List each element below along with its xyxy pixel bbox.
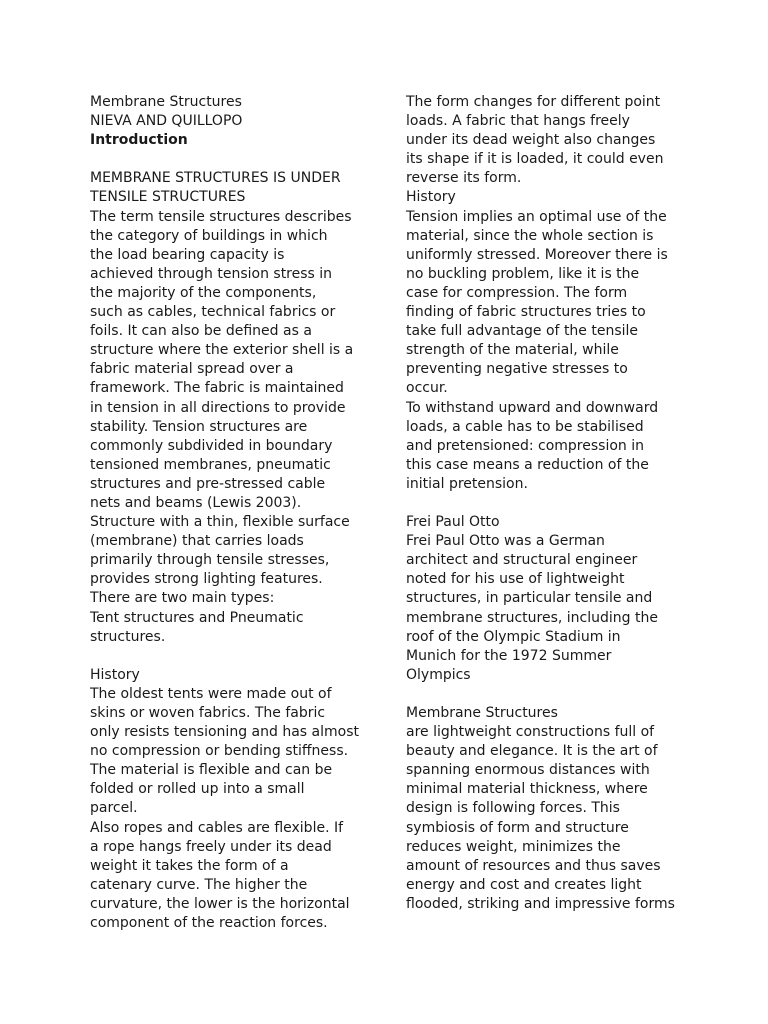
text-line: take full advantage of the tensile [406, 323, 639, 340]
text-line: case for compression. The form [406, 284, 628, 301]
text-line: TENSILE STRUCTURES [90, 189, 246, 206]
text-line: Structure with a thin, flexible surface [90, 514, 350, 531]
right-column [406, 93, 706, 914]
text-line: membrane structures, including the [406, 609, 658, 626]
text-line: stability. Tension structures are [90, 418, 308, 435]
text-line: provides strong lighting features. [90, 571, 323, 588]
text-line: curvature, the lower is the horizontal [90, 895, 350, 912]
text-line: Frei Paul Otto [406, 514, 500, 531]
blank-line [90, 647, 380, 666]
left-column [90, 93, 380, 933]
text-line: Frei Paul Otto was a German [406, 533, 605, 550]
text-line: tensioned membranes, pneumatic [90, 456, 331, 473]
text-line: Tension implies an optimal use of the [406, 208, 667, 225]
text-line: in tension in all directions to provide [90, 399, 346, 416]
text-line: component of the reaction forces. [90, 915, 328, 932]
text-line: Membrane Structures [406, 705, 558, 721]
text-line: commonly subdivided in boundary [90, 437, 333, 454]
text-line: its shape if it is loaded, it could even [406, 151, 664, 168]
text-line: noted for his use of lightweight [406, 571, 625, 588]
text-line: achieved through tension stress in [90, 265, 333, 282]
text-line: structures. [90, 628, 166, 645]
text-line: the majority of the components, [90, 284, 317, 301]
text-line: structures, in particular tensile and [406, 590, 653, 607]
text-line: preventing negative stresses to [406, 361, 628, 378]
text-line: Membrane Structures [90, 94, 242, 110]
text-line: weight it takes the form of a [90, 857, 289, 874]
text-line: reduces weight, minimizes the [406, 838, 621, 855]
text-line: only resists tensioning and has almost [90, 724, 359, 741]
text-line: framework. The fabric is maintained [90, 380, 344, 397]
text-line: parcel. [90, 800, 138, 817]
text-line: History [406, 189, 456, 206]
text-line: loads. A fabric that hangs freely [406, 113, 630, 130]
text-line: the category of buildings in which [90, 227, 328, 244]
text-line: beauty and elegance. It is the art of [406, 743, 658, 760]
text-line: under its dead weight also changes [406, 132, 656, 149]
text-line: loads, a cable has to be stabilised [406, 418, 644, 435]
text-line: Olympics [406, 666, 471, 683]
text-line: are lightweight constructions full of [406, 724, 655, 741]
text-line: minimal material thickness, where [406, 781, 648, 798]
text-line: primarily through tensile stresses, [90, 552, 330, 569]
blank-line [90, 150, 380, 169]
text-line: uniformly stressed. Moreover there is [406, 246, 668, 263]
text-line: flooded, striking and impressive forms [406, 895, 675, 912]
text-line: material, since the whole section is [406, 227, 654, 244]
text-line: There are two main types: [90, 590, 275, 607]
text-line: a rope hangs freely under its dead [90, 838, 332, 855]
text-line: nets and beams (Lewis 2003). [90, 494, 302, 511]
text-line: MEMBRANE STRUCTURES IS UNDER [90, 170, 341, 187]
blank-line [406, 685, 706, 704]
text-line: energy and cost and creates light [406, 876, 642, 893]
text-line: strength of the material, while [406, 342, 619, 359]
text-line: symbiosis of form and structure [406, 819, 629, 836]
text-line: roof of the Olympic Stadium in [406, 628, 621, 645]
text-line: finding of fabric structures tries to [406, 304, 646, 321]
text-line: amount of resources and thus saves [406, 857, 661, 874]
text-line: folded or rolled up into a small [90, 781, 305, 798]
text-line: such as cables, technical fabrics or [90, 304, 336, 321]
text-line: no buckling problem, like it is the [406, 265, 640, 282]
text-line: Also ropes and cables are flexible. If [90, 819, 344, 836]
text-line: structures and pre-stressed cable [90, 475, 326, 492]
text-line: no compression or bending stiffness. [90, 743, 349, 760]
text-line: catenary curve. The higher the [90, 876, 308, 893]
text-line: this case means a reduction of the [406, 456, 649, 473]
text-line: architect and structural engineer [406, 552, 638, 569]
text-line: structure where the exterior shell is a [90, 342, 354, 359]
text-line: initial pretension. [406, 475, 528, 492]
text-line: The term tensile structures describes [90, 208, 352, 225]
text-line: The form changes for different point [406, 94, 661, 110]
text-line: fabric material spread over a [90, 361, 294, 378]
section-heading: Introduction [90, 132, 188, 149]
text-line: spanning enormous distances with [406, 762, 650, 779]
text-line: skins or woven fabrics. The fabric [90, 705, 326, 721]
text-line: (membrane) that carries loads [90, 533, 304, 550]
text-line: design is following forces. This [406, 800, 620, 817]
text-line: NIEVA AND QUILLOPO [90, 113, 243, 130]
text-line: foils. It can also be defined as a [90, 323, 312, 340]
text-line: the load bearing capacity is [90, 246, 285, 263]
text-line: Tent structures and Pneumatic [90, 609, 304, 626]
text-line: occur. [406, 380, 448, 397]
text-line: The oldest tents were made out of [90, 685, 332, 702]
text-line: History [90, 666, 140, 683]
text-line: Munich for the 1972 Summer [406, 647, 612, 664]
text-line: and pretensioned: compression in [406, 437, 644, 454]
text-line: reverse its form. [406, 170, 522, 187]
blank-line [406, 494, 706, 513]
text-line: To withstand upward and downward [406, 399, 659, 416]
text-line: The material is flexible and can be [90, 762, 333, 779]
